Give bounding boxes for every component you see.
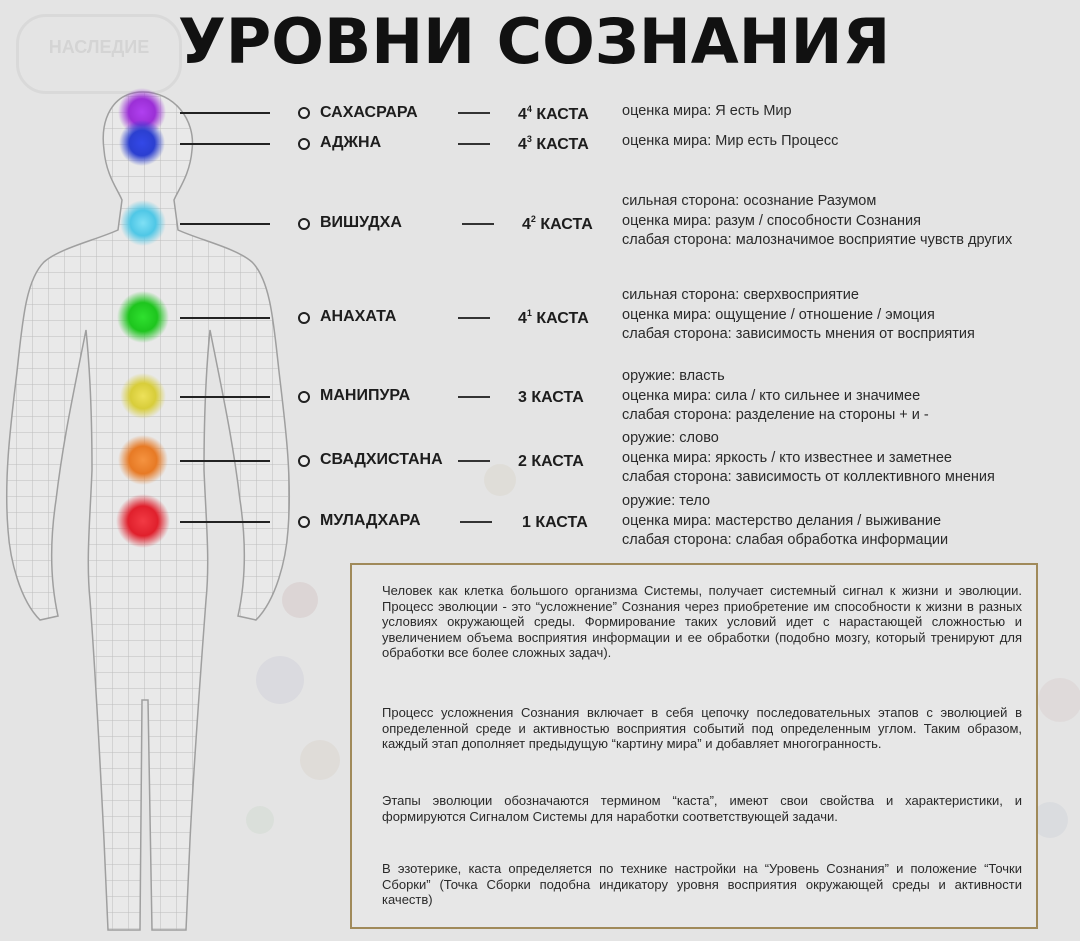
- caste-word: КАСТА: [540, 216, 593, 233]
- caste-number: 4: [518, 310, 527, 327]
- desc-line: оружие: тело: [622, 493, 711, 509]
- dash: [458, 460, 490, 462]
- dash: [458, 396, 490, 398]
- caste-word: КАСТА: [531, 453, 584, 470]
- desc-line: оценка мира: Я есть Мир: [622, 103, 792, 119]
- caste-word: КАСТА: [535, 514, 588, 531]
- desc-line: сильная сторона: сверхвосприятие: [622, 287, 859, 303]
- chakra-name: АНАХАТА: [320, 308, 397, 325]
- chakra-name: ВИШУДХА: [320, 214, 402, 231]
- desc-line: слабая сторона: разделение на стороны + и -: [622, 407, 929, 423]
- caste-superscript: 2: [530, 214, 536, 224]
- caste-number: 3: [518, 389, 527, 406]
- desc-line: оценка мира: ощущение / отношение / эмоция: [622, 306, 935, 323]
- caste-label: [518, 387, 584, 407]
- chakra-glow-vishuddha: [120, 200, 166, 246]
- desc-line: слабая сторона: зависимость от коллективного мнения: [622, 469, 995, 485]
- chakra-glow-muladhara: [116, 494, 170, 548]
- watermark-text: НАСЛЕДИЕ: [48, 37, 150, 57]
- leader-line: [180, 317, 270, 319]
- chakra-glow-ajna: [119, 120, 165, 166]
- desc-line: оценка мира: разум / способности Сознания: [622, 212, 921, 229]
- dash: [460, 521, 492, 523]
- info-paragraph-2: Процесс усложнения Сознания включает в себя цепочку последовательных этапов с эволюцией в определенной среде и активностью восприятия событий под определенным углом. Таким образом, каждый этап дополняет предыдущую “картину мира” и добавляет многогранность.: [382, 705, 1022, 751]
- caste-number: 4: [518, 136, 527, 153]
- info-paragraph-3: Этапы эволюции обозначаются термином “каста”, имеют свои свойства и характеристики, и формируются Сигналом Системы для наработки соответствующей задачи.: [382, 793, 1022, 824]
- bullet-dot: [298, 455, 310, 467]
- leader-line: [180, 143, 270, 145]
- dash: [458, 317, 490, 319]
- caste-word: КАСТА: [536, 310, 589, 327]
- caste-superscript: 3: [526, 134, 532, 144]
- desc-line: слабая сторона: малозначимое восприятие чувств других: [622, 232, 1013, 248]
- desc-line: оценка мира: яркость / кто известнее и заметнее: [622, 449, 952, 466]
- chakra-glow-svadhisthana: [118, 435, 168, 485]
- caste-number: 4: [518, 106, 527, 123]
- desc-line: сильная сторона: осознание Разумом: [622, 193, 877, 209]
- page-title: УРОВНИ СОЗНАНИЯ: [178, 5, 891, 78]
- chakra-name: СВАДХИСТАНА: [320, 451, 443, 468]
- bullet-dot: [298, 138, 310, 150]
- chakra-name: САХАСРАРА: [320, 104, 418, 121]
- level-description: [622, 429, 995, 488]
- bullet-dot: [298, 516, 310, 528]
- level-description: [622, 132, 838, 152]
- bullet-dot: [298, 107, 310, 119]
- leader-line: [180, 223, 270, 225]
- chakra-glow-anahata: [117, 291, 169, 343]
- desc-line: оценка мира: мастерство делания / выживание: [622, 512, 942, 529]
- caste-label: [518, 134, 589, 154]
- caste-label: [522, 512, 588, 532]
- dash: [458, 143, 490, 145]
- level-description: [622, 492, 948, 551]
- caste-label: [518, 104, 589, 124]
- caste-word: КАСТА: [531, 389, 584, 406]
- leader-line: [180, 112, 270, 114]
- caste-label: [518, 308, 589, 328]
- chakra-name: АДЖНА: [320, 134, 382, 151]
- desc-line: оценка мира: сила / кто сильнее и значимее: [622, 387, 921, 404]
- dash: [462, 223, 494, 225]
- bullet-dot: [298, 312, 310, 324]
- dash: [458, 112, 490, 114]
- caste-label: [518, 451, 584, 471]
- info-paragraph-1: Человек как клетка большого организма Системы, получает системный сигнал к жизни и эволюции. Процесс эволюции - это “усложнение” Сознания через приобретение им способности к жизни в разных условиях окружающей среды. Формирование таких условий идет с нарастающей сложностью и увеличением объема восприятия информации и ее обработки (подобно мозгу, который тренируют для обработки все более сложных задач).: [382, 583, 1022, 660]
- chakra-name: МАНИПУРА: [320, 387, 411, 404]
- chakra-glow-manipura: [120, 373, 166, 419]
- caste-number: 2: [518, 453, 527, 470]
- caste-word: КАСТА: [536, 136, 589, 153]
- desc-line: оружие: власть: [622, 368, 725, 384]
- desc-line: слабая сторона: слабая обработка информации: [622, 532, 949, 548]
- caste-number: 1: [522, 514, 531, 531]
- bullet-dot: [298, 391, 310, 403]
- caste-superscript: 4: [526, 104, 532, 114]
- info-paragraph-4: В эзотерике, каста определяется по технике настройки на “Уровень Сознания” и положение “Точки Сборки” (Точка Сборки подобна индикатору уровня восприятия окружающей среды и активности качеств): [382, 861, 1022, 907]
- desc-line: оценка мира: Мир есть Процесс: [622, 133, 839, 149]
- caste-word: КАСТА: [536, 106, 589, 123]
- level-description: [622, 102, 792, 122]
- desc-line: оружие: слово: [622, 430, 719, 446]
- desc-line: слабая сторона: зависимость мнения от восприятия: [622, 326, 975, 342]
- leader-line: [180, 460, 270, 462]
- caste-label: [522, 214, 593, 234]
- level-description: [622, 286, 975, 345]
- caste-superscript: 1: [526, 308, 532, 318]
- level-description: [622, 367, 929, 426]
- info-box: [350, 563, 1038, 929]
- chakra-name: МУЛАДХАРА: [320, 512, 421, 529]
- leader-line: [180, 396, 270, 398]
- leader-line: [180, 521, 270, 523]
- caste-number: 4: [522, 216, 531, 233]
- bullet-dot: [298, 218, 310, 230]
- level-description: [622, 192, 1012, 251]
